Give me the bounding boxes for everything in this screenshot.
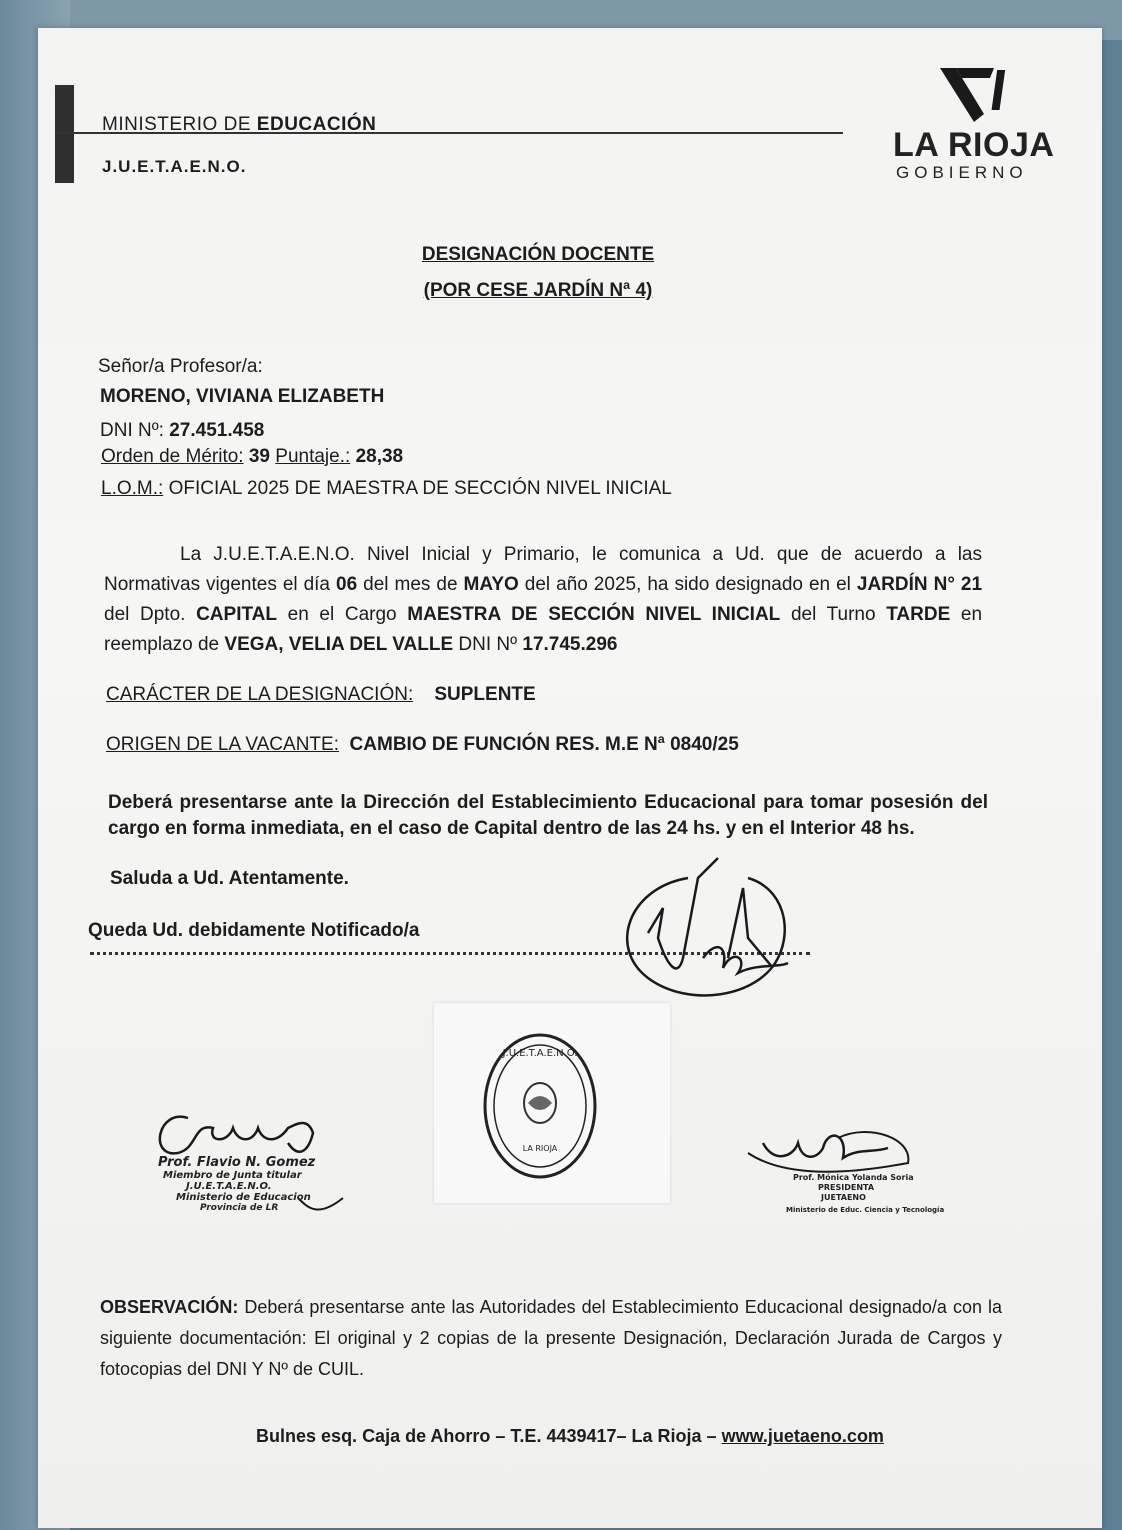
la-rioja-logo-icon [938,64,1018,124]
document-subtitle: (POR CESE JARDÍN Nª 4) [423,280,653,301]
lom-line: L.O.M.: OFICIAL 2025 DE MAESTRA DE SECCIÓN NIVEL INICIAL [101,478,672,499]
left-signer-role: Miembro de Junta titular [163,1170,302,1181]
left-signer-name: Prof. Flavio N. Gomez [158,1155,316,1170]
handwritten-signature [608,838,818,1008]
left-signer-province: Provincia de LR [200,1203,279,1213]
document-title: DESIGNACIÓN DOCENTE [421,244,655,265]
agency-name: J.U.E.T.A.E.N.O. [102,157,247,176]
official-seal-icon [481,1031,599,1181]
right-signer-ministry: Ministerio de Educ. Ciencia y Tecnología [786,1206,945,1214]
website-link[interactable]: www.juetaeno.com [721,1426,884,1446]
observation-note: OBSERVACIÓN: Deberá presentarse ante las Autoridades del Establecimiento Educacional designado/a con la siguiente documentación: El original y 2 copias de la presente Designación, Declaración Jurada de Cargos y fotocopias del DNI Y Nº de CUIL. [100,1297,1002,1379]
vacancy-origin: ORIGEN DE LA VACANTE: CAMBIO DE FUNCIÓN RES. M.E Nª 0840/25 [106,734,739,755]
logo-wordmark: LA RIOJA [893,126,1055,164]
notification-line: Queda Ud. debidamente Notificado/a [88,920,420,941]
left-signer-org: J.U.E.T.A.E.N.O. [186,1181,272,1192]
recipient-name: MORENO, VIVIANA ELIZABETH [100,386,385,407]
right-signer-name: Prof. Mónica Yolanda Soria [793,1173,914,1182]
right-signer-role: PRESIDENTA [818,1183,875,1192]
ministry-name: MINISTERIO DE EDUCACIÓN [102,114,377,135]
header-bar [55,85,74,183]
left-signer-ministry: Ministerio de Educacion [176,1192,311,1203]
left-signature-stamp [138,1098,368,1228]
merit-order: Orden de Mérito: 39 Puntaje.: 28,38 [101,446,404,467]
instructions: Deberá presentarse ante la Dirección del Establecimiento Educacional para tomar posesión del cargo en forma inmediata, en el caso de Capital dentro de las 24 hs. y en el Interior 48 hs. [108,792,988,839]
right-signer-org: JUETAENO [821,1193,866,1202]
seal-text-bottom: LA RIOJA [522,1144,558,1153]
body-paragraph: La J.U.E.T.A.E.N.O. Nivel Inicial y Primario, le comunica a Ud. que de acuerdo a las Normativas vigentes el día 06 del mes de MAYO del año 2025, ha sido designado en el JARDÍN N° 21 del Dpto. CAPITAL en el Cargo MAESTRA DE SECCIÓN NIVEL INICIAL del Turno TARDE en reemplazo de VEGA, VELIA DEL VALLE DNI Nº 17.745.296 [104,544,983,655]
document-page [38,28,1102,1528]
salutation: Señor/a Profesor/a: [98,356,263,377]
designation-type: CARÁCTER DE LA DESIGNACIÓN: SUPLENTE [106,684,536,705]
seal-text-top: J.U.E.T.A.E.N.O. [502,1048,578,1059]
right-signature-stamp [738,1118,945,1228]
footer-address: Bulnes esq. Caja de Ahorro – T.E. 4439417– La Rioja – www.juetaeno.com [256,1426,884,1446]
closing-greeting: Saluda a Ud. Atentamente. [110,868,349,889]
recipient-dni: DNI Nº: 27.451.458 [100,420,265,441]
logo-subtitle: GOBIERNO [896,163,1028,182]
